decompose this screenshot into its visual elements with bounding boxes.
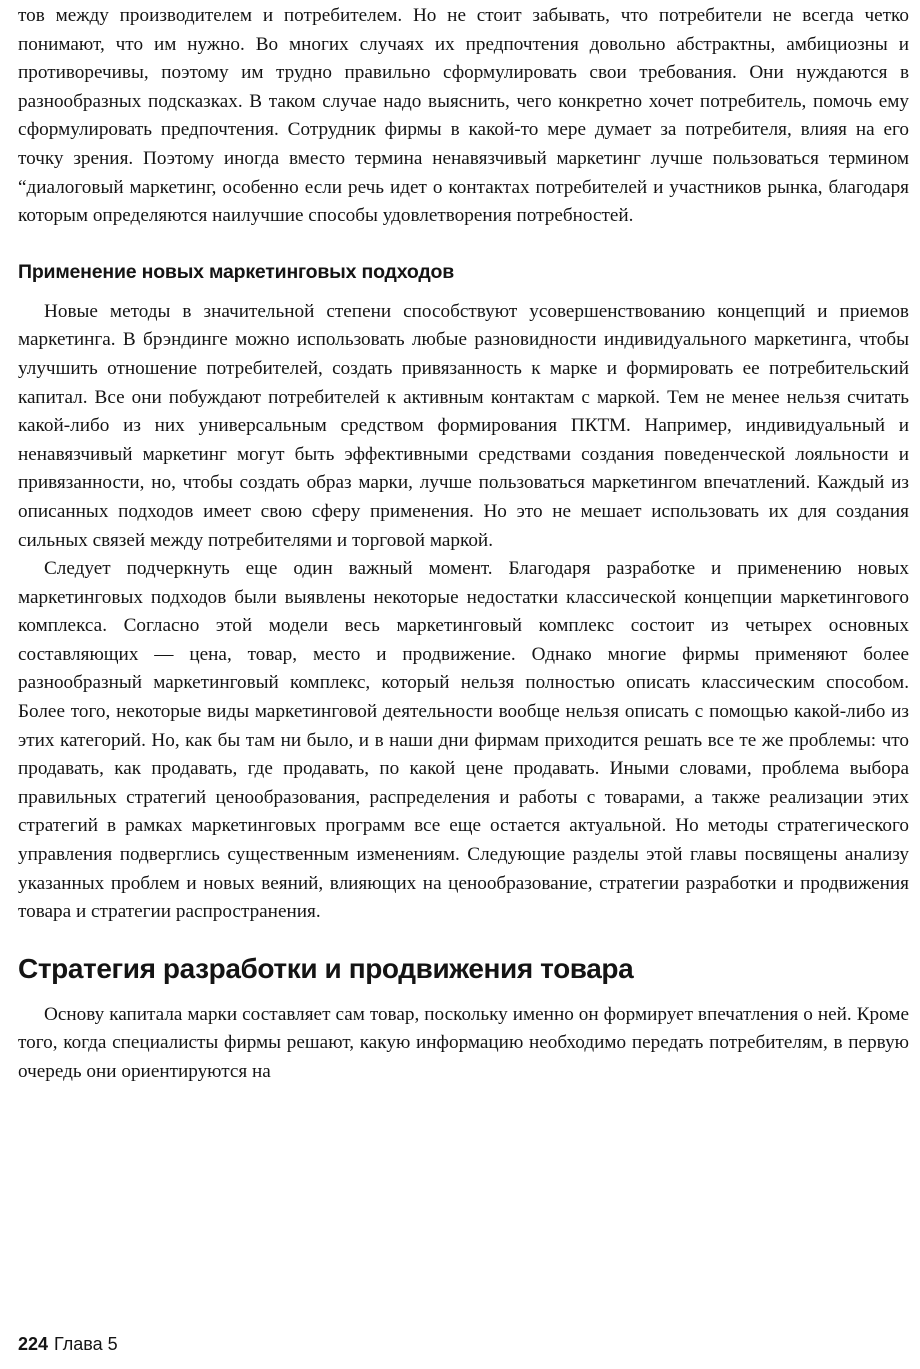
page-footer [18, 1334, 118, 1355]
chapter-label: Глава 5 [54, 1334, 118, 1354]
subsection-heading: Применение новых маркетинговых подходов [18, 260, 454, 283]
paragraph-marketing-mix: Следует подчеркнуть еще один важный момент. Благодаря разработке и применению новых маркетинговых подходов были выявлены некоторые недостатки классической концепции маркетингового комплекса. Согласно этой модели весь маркетинговый комплекс состоит из четырех основных составляющих — цена, товар, место и продвижение. Однако многие фирмы применяют более разнообразный маркетинговый комплекс, который нельзя полностью описать классическим способом. Более того, некоторые виды маркетинговой деятельности вообще нельзя описать с помощью какой-либо из этих категорий. Но, как бы там ни было, и в наши дни фирмам приходится решать все те же проблемы: что продавать, как продавать, где продавать, по какой цене продавать. Иными словами, проблема выбора правильных стратегий ценообразования, распределения и работы с товарами, а также реализации этих стратегий в рамках маркетинговых программ все еще остается актуальной. Но методы стратегического управления подверглись существенным изменениям. Следующие разделы этой главы посвящены анализу указанных проблем и новых веяний, влияющих на ценообразование, стратегии разработки и продвижения товара и стратегии распространения. [18, 558, 909, 923]
paragraph-intro-continuation: тов между производителем и потребителем. Но не стоит забывать, что потребители не всегда четко понимают, что им нужно. Во многих случаях их предпочтения довольно абстрактны, амбициозны и противоречивы, поэтому им трудно правильно сформулировать свои требования. Они нуждаются в разнообразных подсказках. В таком случае надо выяснить, чего конкретно хочет потребитель, помочь ему сформулировать предпочтения. Сотрудник фирмы в какой-то мере думает за потребителя, влияя на его точку зрения. Поэтому иногда вместо термина ненавязчивый маркетинг лучше пользоваться термином “диалоговый маркетинг, особенно если речь идет о контактах потребителей и участников рынка, благодаря которым определяются наилучшие способы удовлетворения потребностей. [18, 5, 909, 227]
paragraph-product-basis: Основу капитала марки составляет сам товар, поскольку именно он формирует впечатления о ней. Кроме того, когда специалисты фирмы решают, какую информацию необходимо передать потребителям, в первую очередь они ориентируются на [18, 1003, 909, 1082]
page-number: 224 [18, 1334, 49, 1354]
paragraph-new-methods: Новые методы в значительной степени способствуют усовершенствованию концепций и приемов маркетинга. В брэндинге можно использовать любые разновидности индивидуального маркетинга, чтобы улучшить отношение потребителей, создать привязанность к марке и формировать ее потребительский капитал. Все они побуждают потребителей к активным контактам с маркой. Тем не менее нельзя считать какой-либо из них универсальным средством формирования ПКТМ. Например, индивидуальный и ненавязчивый маркетинг могут быть эффективными средствами создания поведенческой лояльности и привязанности, но, чтобы создать образ марки, лучше пользоваться маркетингом впечатлений. Каждый из описанных подходов имеет свою сферу применения. Но это не мешает использовать их для создания сильных связей между потребителями и торговой маркой. [18, 300, 909, 551]
page-content [18, 2, 909, 1087]
section-heading: Стратегия разработки и продвижения товара [18, 952, 634, 984]
